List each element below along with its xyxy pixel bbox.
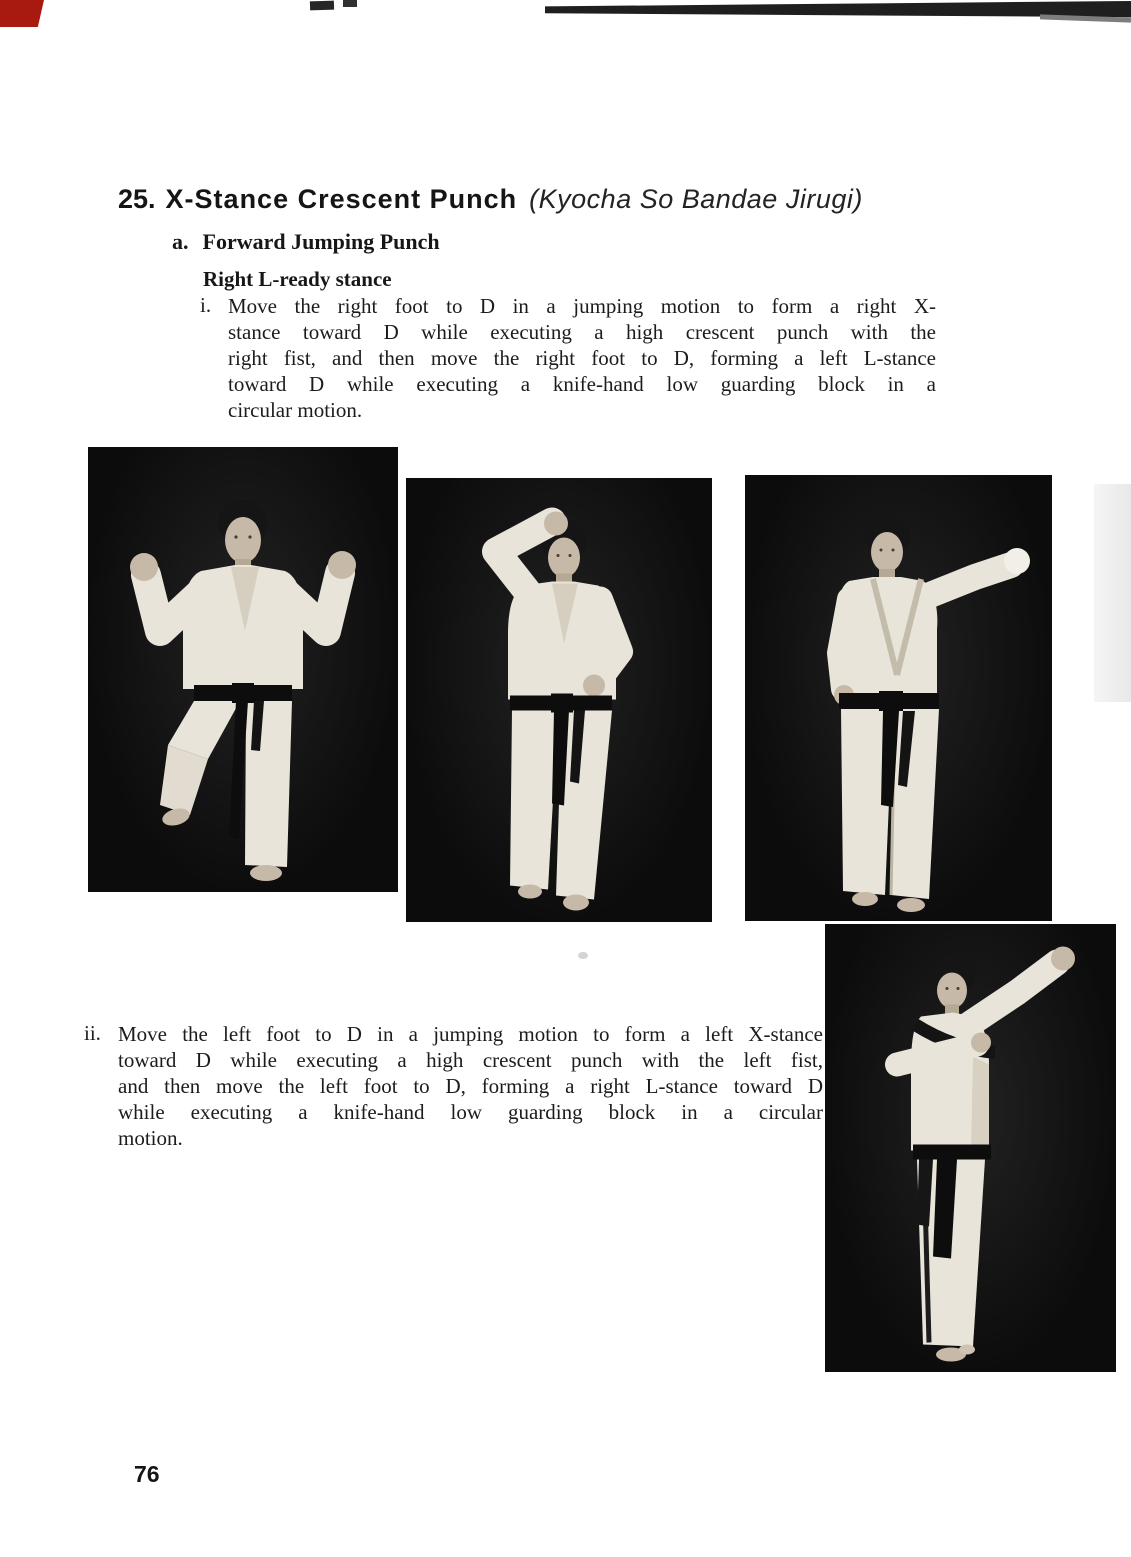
text-line: while executing a knife-hand low guarding block in a circular bbox=[118, 1100, 823, 1124]
text-line: circular motion. bbox=[228, 398, 363, 422]
step-marker-ii: ii. bbox=[84, 1021, 101, 1045]
text-line: toward D while executing a high crescent punch with the left fist, bbox=[118, 1048, 823, 1072]
step-marker-i: i. bbox=[200, 293, 212, 317]
section-number: 25. bbox=[118, 184, 156, 214]
text-line: Move the left foot to D in a jumping motion to form a left X-stance bbox=[118, 1022, 823, 1046]
martial-artist-figure bbox=[88, 447, 398, 892]
step-text-ii bbox=[118, 1021, 823, 1151]
technique-photo-1 bbox=[88, 447, 398, 892]
text-line: toward D while executing a knife-hand low guarding block in a bbox=[228, 372, 936, 396]
text-line: and then move the left foot to D, forming a right L-stance toward D bbox=[118, 1074, 823, 1098]
scan-dash-mark bbox=[343, 0, 357, 7]
martial-artist-figure bbox=[406, 478, 712, 922]
text-line: motion. bbox=[118, 1126, 183, 1150]
step-text-i bbox=[228, 293, 936, 423]
text-line: Move the right foot to D in a jumping motion to form a right X- bbox=[228, 294, 936, 318]
section-title: X-Stance Crescent Punch bbox=[165, 184, 518, 214]
ink-dot bbox=[578, 952, 588, 959]
technique-photo-4 bbox=[825, 924, 1116, 1372]
scan-red-mark bbox=[0, 0, 44, 27]
section-romanized: (Kyocha So Bandae Jirugi) bbox=[529, 184, 863, 214]
subsection-title: Forward Jumping Punch bbox=[202, 229, 440, 254]
martial-artist-figure bbox=[825, 924, 1116, 1372]
text-line: stance toward D while executing a high crescent punch with the bbox=[228, 320, 936, 344]
subsection-marker: a. bbox=[172, 229, 189, 254]
technique-photo-3 bbox=[745, 475, 1052, 921]
scan-dash-mark bbox=[310, 1, 334, 11]
stance-heading: Right L-ready stance bbox=[203, 267, 392, 291]
text-line: right fist, and then move the right foot to D, forming a left L-stance bbox=[228, 346, 936, 370]
page-number: 76 bbox=[134, 1461, 160, 1487]
technique-photo-2 bbox=[406, 478, 712, 922]
subsection-heading bbox=[172, 229, 440, 255]
scan-margin-smudge bbox=[1094, 484, 1131, 702]
martial-artist-figure bbox=[745, 475, 1052, 921]
section-heading bbox=[118, 184, 863, 215]
